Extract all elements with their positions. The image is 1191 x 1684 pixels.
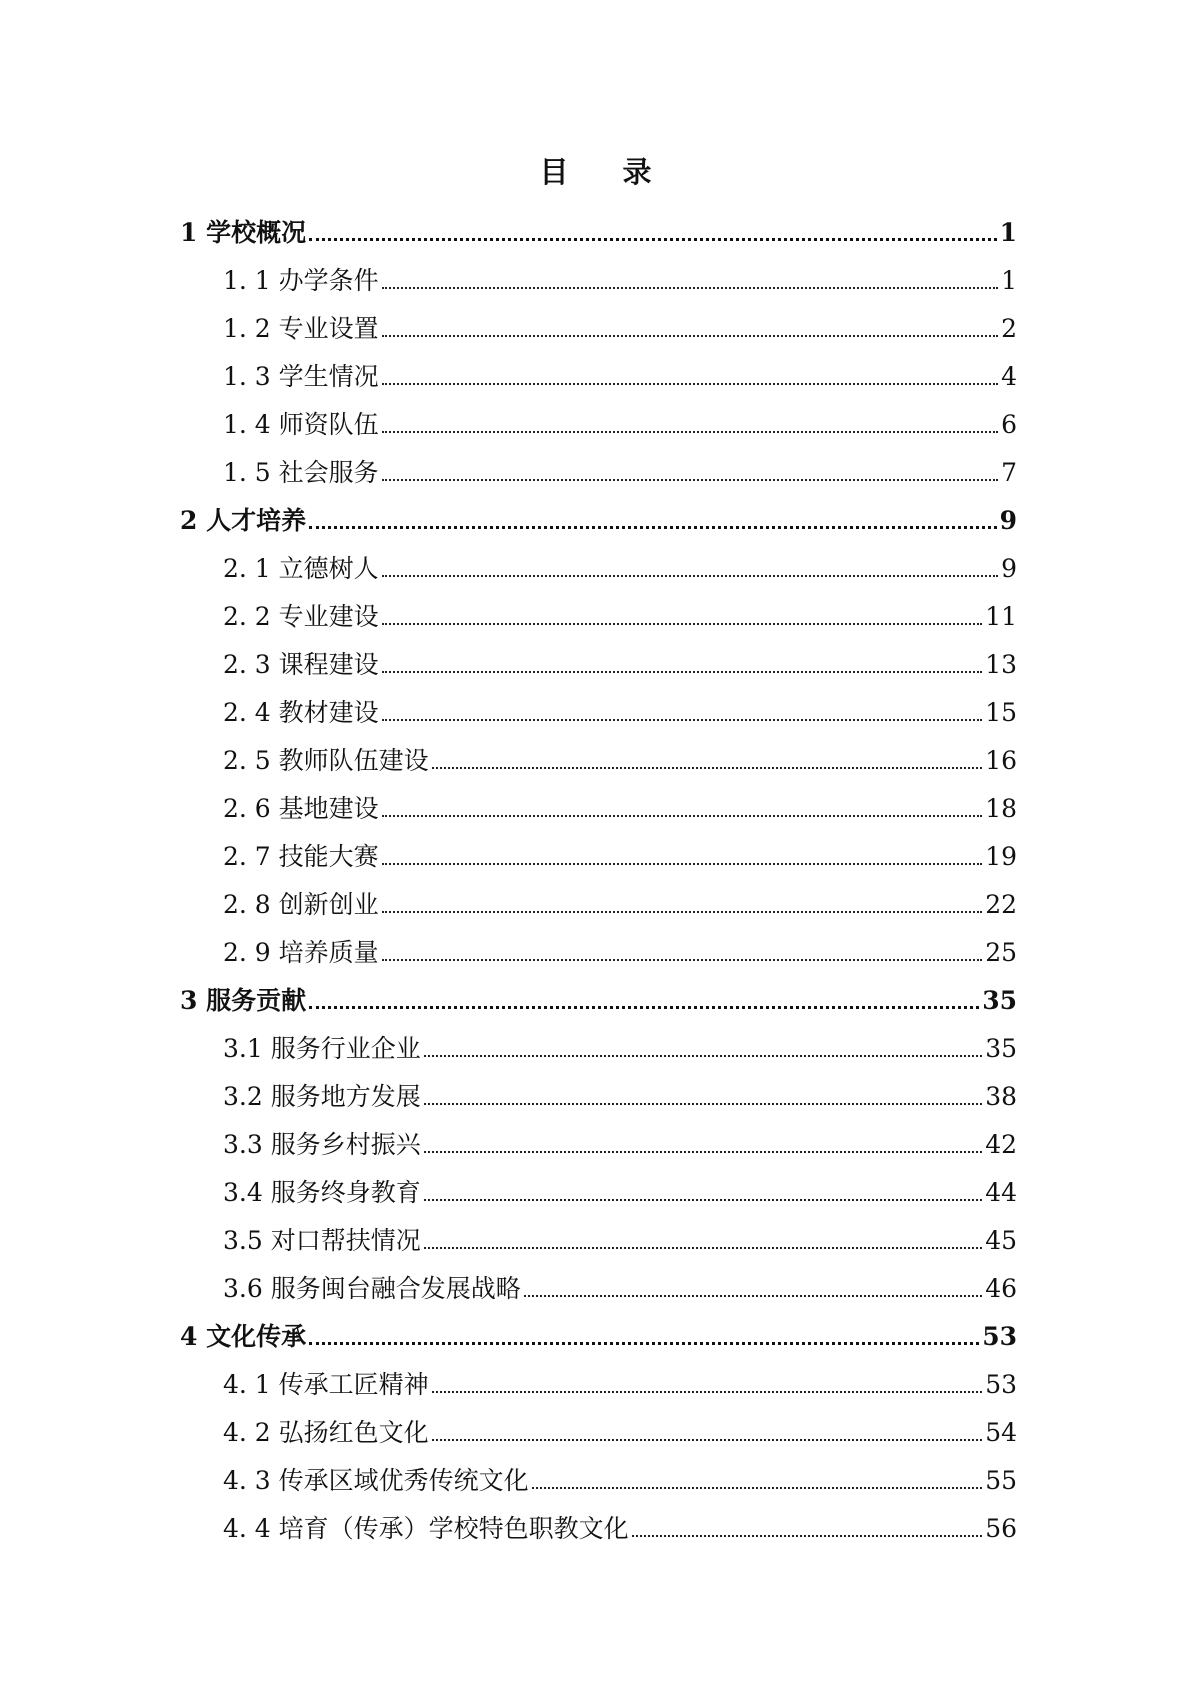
toc-page-number: 7 xyxy=(1001,458,1017,487)
toc-page-number: 46 xyxy=(985,1274,1017,1303)
toc-entry-label: 3.4 服务终身教育 xyxy=(223,1178,421,1207)
toc-page-number: 35 xyxy=(985,1034,1017,1063)
toc-section-entry[interactable] xyxy=(0,1354,1191,1402)
toc-section-entry[interactable] xyxy=(0,1018,1191,1066)
toc-section-entry[interactable] xyxy=(0,634,1191,682)
toc-dot-leader xyxy=(632,1534,983,1537)
toc-section-entry[interactable] xyxy=(0,1450,1191,1498)
toc-entry-label: 2. 1 立德树人 xyxy=(223,554,379,583)
toc-page-number: 19 xyxy=(985,842,1017,871)
toc-dot-leader xyxy=(424,1246,982,1249)
toc-chapter-entry[interactable] xyxy=(0,1306,1191,1354)
toc-page-number: 56 xyxy=(985,1514,1017,1543)
toc-entry-label: 2. 7 技能大赛 xyxy=(223,842,379,871)
toc-entry-label: 4. 4 培育（传承）学校特色职教文化 xyxy=(223,1514,629,1543)
toc-chapter-entry[interactable] xyxy=(0,202,1191,250)
toc-dot-leader xyxy=(382,862,983,865)
toc-page-number: 35 xyxy=(982,986,1017,1015)
toc-dot-leader xyxy=(309,237,996,241)
toc-entry-label: 3.2 服务地方发展 xyxy=(223,1082,421,1111)
toc-dot-leader xyxy=(382,430,998,433)
toc-page-number: 55 xyxy=(985,1466,1017,1495)
toc-chapter-entry[interactable] xyxy=(0,490,1191,538)
toc-dot-leader xyxy=(382,382,998,385)
toc-page-number: 15 xyxy=(985,698,1017,727)
toc-section-entry[interactable] xyxy=(0,1066,1191,1114)
toc-page-number: 44 xyxy=(985,1178,1017,1207)
toc-page-number: 42 xyxy=(985,1130,1017,1159)
toc-section-entry[interactable] xyxy=(0,922,1191,970)
toc-section-entry[interactable] xyxy=(0,874,1191,922)
toc-section-entry[interactable] xyxy=(0,1498,1191,1546)
toc-dot-leader xyxy=(524,1294,982,1297)
toc-entry-label: 4. 3 传承区域优秀传统文化 xyxy=(223,1466,529,1495)
toc-entry-label: 3.5 对口帮扶情况 xyxy=(223,1226,421,1255)
toc-entry-label: 1. 2 专业设置 xyxy=(223,314,379,343)
toc-section-entry[interactable] xyxy=(0,1210,1191,1258)
toc-dot-leader xyxy=(382,910,983,913)
toc-page-number: 1 xyxy=(1001,266,1017,295)
toc-entry-label: 1 学校概况 xyxy=(180,218,307,247)
toc-dot-leader xyxy=(424,1102,982,1105)
toc-entry-label: 2. 4 教材建设 xyxy=(223,698,379,727)
toc-entry-label: 2. 2 专业建设 xyxy=(223,602,379,631)
toc-page-number: 38 xyxy=(985,1082,1017,1111)
toc-page-number: 4 xyxy=(1001,362,1017,391)
toc-dot-leader xyxy=(424,1198,982,1201)
toc-dot-leader xyxy=(382,814,983,817)
page-title: 目 录 xyxy=(539,155,674,189)
toc-dot-leader xyxy=(382,622,983,625)
toc-page-number: 53 xyxy=(982,1322,1017,1351)
toc-page-number: 6 xyxy=(1001,410,1017,439)
toc-entry-label: 1. 4 师资队伍 xyxy=(223,410,379,439)
toc-section-entry[interactable] xyxy=(0,538,1191,586)
toc-section-entry[interactable] xyxy=(0,1402,1191,1450)
toc-dot-leader xyxy=(309,525,996,529)
toc-dot-leader xyxy=(432,1390,983,1393)
toc-dot-leader xyxy=(432,1438,983,1441)
toc-section-entry[interactable] xyxy=(0,442,1191,490)
toc-section-entry[interactable] xyxy=(0,346,1191,394)
toc-entry-label: 3.6 服务闽台融合发展战略 xyxy=(223,1274,521,1303)
toc-section-entry[interactable] xyxy=(0,250,1191,298)
toc-section-entry[interactable] xyxy=(0,298,1191,346)
toc-entry-label: 3 服务贡献 xyxy=(180,986,307,1015)
toc-page-number: 2 xyxy=(1001,314,1017,343)
toc-dot-leader xyxy=(382,574,998,577)
toc-section-entry[interactable] xyxy=(0,586,1191,634)
toc-entry-label: 4. 1 传承工匠精神 xyxy=(223,1370,429,1399)
toc-page-number: 25 xyxy=(985,938,1017,967)
toc-entry-label: 2. 9 培养质量 xyxy=(223,938,379,967)
toc-chapter-entry[interactable] xyxy=(0,970,1191,1018)
toc-dot-leader xyxy=(382,286,998,289)
toc-dot-leader xyxy=(532,1486,983,1489)
toc-dot-leader xyxy=(424,1150,982,1153)
toc-dot-leader xyxy=(309,1341,979,1345)
toc-entry-label: 2. 8 创新创业 xyxy=(223,890,379,919)
toc-section-entry[interactable] xyxy=(0,730,1191,778)
toc-section-entry[interactable] xyxy=(0,1114,1191,1162)
toc-dot-leader xyxy=(432,766,983,769)
toc-page-number: 11 xyxy=(985,602,1017,631)
toc-section-entry[interactable] xyxy=(0,394,1191,442)
toc-page-number: 16 xyxy=(985,746,1017,775)
toc-dot-leader xyxy=(382,478,998,481)
toc-entry-label: 2. 6 基地建设 xyxy=(223,794,379,823)
toc-page-number: 9 xyxy=(1001,554,1017,583)
toc-dot-leader xyxy=(309,1005,979,1009)
toc-page-number: 22 xyxy=(985,890,1017,919)
toc-section-entry[interactable] xyxy=(0,1258,1191,1306)
toc-entry-label: 1. 3 学生情况 xyxy=(223,362,379,391)
toc-section-entry[interactable] xyxy=(0,1162,1191,1210)
toc-section-entry[interactable] xyxy=(0,682,1191,730)
toc-dot-leader xyxy=(424,1054,982,1057)
toc-page-number: 53 xyxy=(985,1370,1017,1399)
toc-entry-label: 3.3 服务乡村振兴 xyxy=(223,1130,421,1159)
toc-dot-leader xyxy=(382,334,998,337)
toc-entry-label: 4 文化传承 xyxy=(180,1322,307,1351)
table-of-contents xyxy=(0,202,1191,1546)
toc-page-number: 9 xyxy=(999,506,1017,535)
toc-entry-label: 1. 5 社会服务 xyxy=(223,458,379,487)
toc-entry-label: 2 人才培养 xyxy=(180,506,307,535)
toc-page-number: 1 xyxy=(999,218,1017,247)
toc-page-number: 13 xyxy=(985,650,1017,679)
toc-page-number: 18 xyxy=(985,794,1017,823)
toc-entry-label: 3.1 服务行业企业 xyxy=(223,1034,421,1063)
toc-page-number: 54 xyxy=(985,1418,1017,1447)
toc-dot-leader xyxy=(382,958,983,961)
toc-section-entry[interactable] xyxy=(0,826,1191,874)
toc-entry-label: 4. 2 弘扬红色文化 xyxy=(223,1418,429,1447)
toc-page-number: 45 xyxy=(985,1226,1017,1255)
toc-entry-label: 1. 1 办学条件 xyxy=(223,266,379,295)
toc-entry-label: 2. 5 教师队伍建设 xyxy=(223,746,429,775)
toc-section-entry[interactable] xyxy=(0,778,1191,826)
toc-dot-leader xyxy=(382,718,983,721)
toc-dot-leader xyxy=(382,670,983,673)
toc-entry-label: 2. 3 课程建设 xyxy=(223,650,379,679)
